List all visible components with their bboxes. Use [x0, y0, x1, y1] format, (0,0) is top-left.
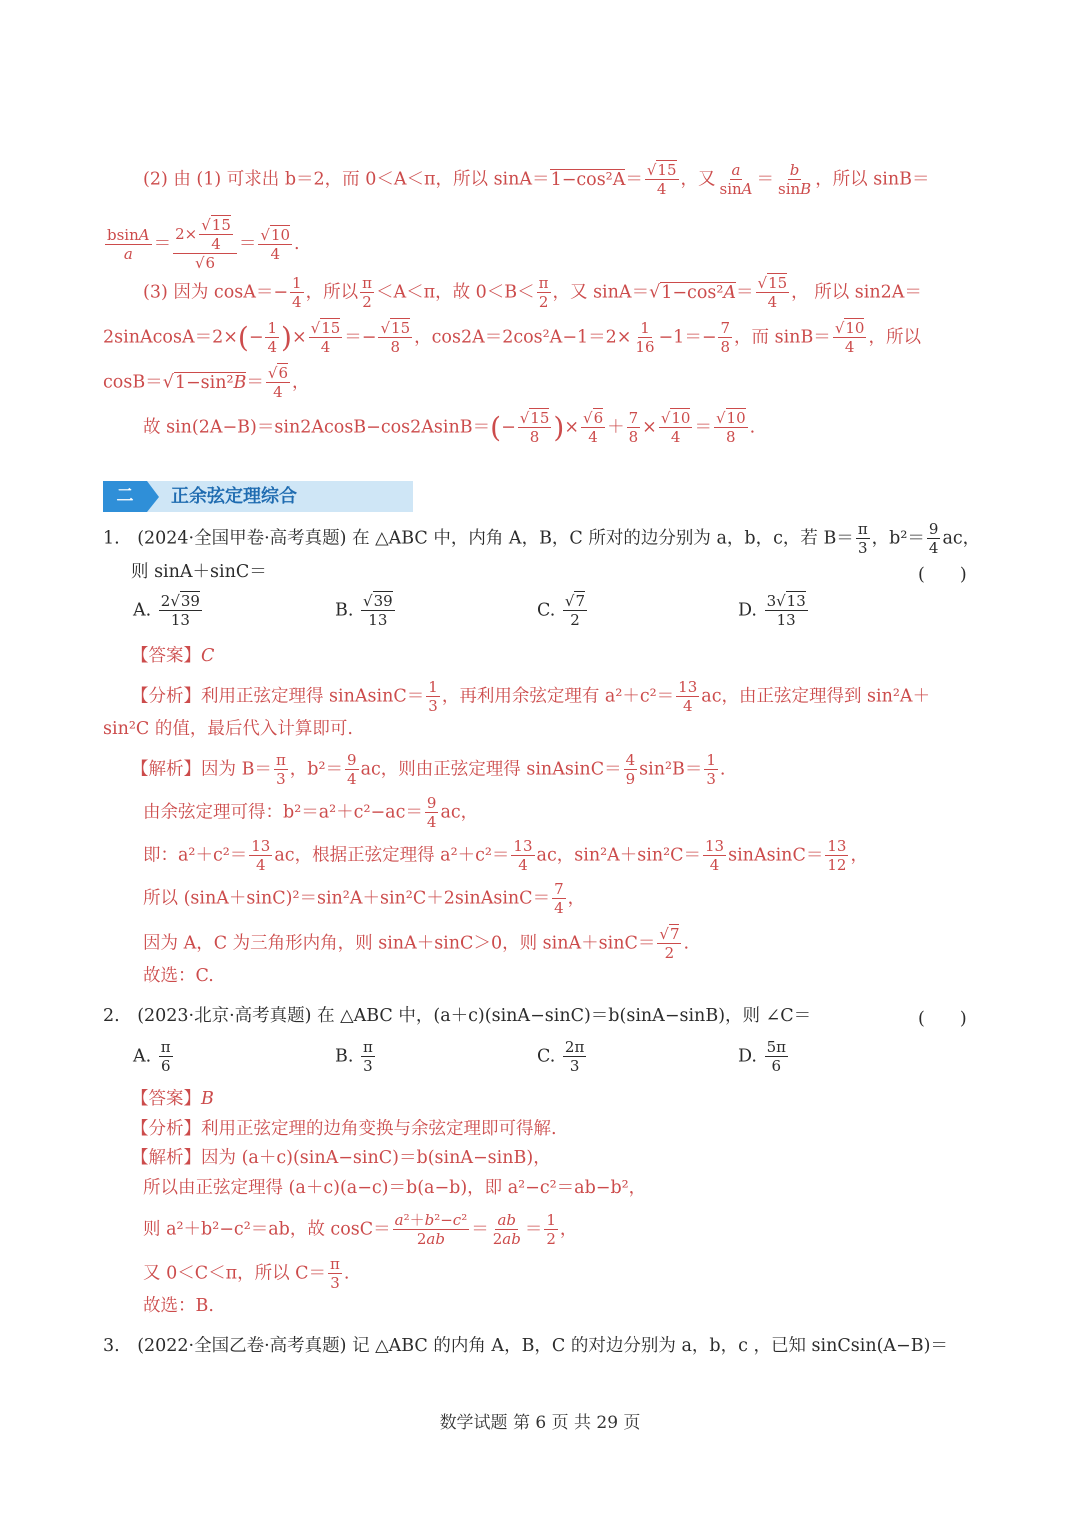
fraction: $\frac{ab}{2ab}$ — [492, 1211, 521, 1248]
fraction: $\frac{√15}{4}$ — [646, 161, 677, 198]
q2-solution-1: 【解析】因为 (a＋c)(sinA−sinC)＝b(sinA−sinB)， — [131, 1148, 551, 1168]
fraction: $\frac{7}{8}$ — [720, 319, 731, 356]
fraction: $\frac{\pi}{2}$ — [362, 274, 372, 311]
q2-analysis: 【分析】利用正弦定理的边角变换与余弦定理即可得解. — [131, 1119, 557, 1139]
fraction: $\frac{1}{16}$ — [635, 319, 655, 356]
fraction: $\frac{\pi}{3}$ — [363, 1038, 373, 1075]
part2-line3: (3) 因为 cosA＝− $\frac{1}{4}$ ，所以 $\frac{\pi}{2}$ ＜A＜π，故 0＜B＜ $\frac{\pi}{2}$ ，又 sinA＝√1−cos²A＝ $\frac{√15}{4}$ ， 所以 sin2A＝ — [143, 274, 922, 311]
fraction: $\frac{7}{4}$ — [554, 880, 564, 917]
fraction: $\frac{1}{4}$ — [267, 319, 278, 356]
fraction: $\frac{1}{2}$ — [546, 1211, 556, 1248]
part2-line6: 故 sin(2A−B)＝sin2AcosB−cos2AsinB＝(− $\frac{√15}{8}$ )× $\frac{√6}{4}$ ＋ $\frac{7}{8}$ × $\frac{√10}{4}$ ＝ $\frac{√10}{8}$ . — [143, 409, 756, 446]
fraction: $\frac{\pi}{3}$ — [857, 520, 868, 557]
q1-stem: 1. (2024·全国甲卷·高考真题) 在 △ABC 中，内角 A，B，C 所对的边分别为 a，b，c，若 B＝ $\frac{\pi}{3}$ ，b²＝ $\frac{9}{4}$ ac， — [103, 520, 981, 557]
section-arrow-icon — [147, 481, 159, 512]
fraction: $\frac{13}{4}$ — [705, 837, 725, 874]
fraction: $\frac{1}{3}$ — [706, 751, 716, 788]
fraction: $\frac{√15}{4}$ — [757, 274, 788, 311]
fraction: $\frac{bsinA}{a}$ — [107, 225, 150, 263]
q1-answer: 【答案】C — [131, 646, 215, 666]
fraction: $\frac{7}{8}$ — [628, 409, 639, 446]
fraction: $\frac{\pi}{3}$ — [330, 1255, 340, 1292]
q2-stem: 2. (2023·北京·高考真题) 在 △ABC 中，(a＋c)(sinA−sinC)＝b(sinA−sinB)，则 ∠C＝ — [103, 1006, 812, 1026]
fraction: $\frac{4}{9}$ — [625, 751, 636, 788]
q2-solution-3: 则 a²＋b²−c²＝ab，故 cosC＝ $\frac{\text{a²＋b²−c²}}{2ab}$ ＝ $\frac{ab}{2ab}$ ＝ $\frac{1}{2}$ ， — [143, 1211, 578, 1248]
q1-option-b[interactable]: B. $\frac{√39}{13}$ — [335, 592, 393, 629]
q1-stem-2: 则 sinA＋sinC＝ — [131, 562, 267, 582]
q2-answer: 【答案】B — [131, 1089, 214, 1109]
fraction: $\frac{3√13}{13}$ — [766, 592, 806, 629]
fraction: $\frac{√10}{4}$ — [834, 319, 865, 356]
fraction: $\frac{1}{4}$ — [292, 274, 302, 311]
q1-option-c[interactable]: C. $\frac{√7}{2}$ — [537, 592, 586, 629]
fraction: $\frac{√7}{2}$ — [659, 925, 680, 962]
fraction: $\frac{2\pi}{3}$ — [564, 1038, 585, 1075]
fraction: $\frac{1}{3}$ — [428, 678, 438, 715]
fraction: $\frac{13}{4}$ — [251, 837, 271, 874]
q3-stem: 3. (2022·全国乙卷·高考真题) 记 △ABC 的内角 A，B，C 的对边分别为 a，b，c ，已知 sinCsin(A−B)＝ — [103, 1336, 948, 1356]
q2-option-b[interactable]: B. $\frac{\pi}{3}$ — [335, 1038, 373, 1075]
fraction: $\frac{13}{12}$ — [827, 837, 847, 874]
q1-option-d[interactable]: D. $\frac{3√13}{13}$ — [738, 592, 806, 629]
fraction: $\frac{9}{4}$ — [347, 751, 357, 788]
fraction: $\frac{5\pi}{6}$ — [766, 1038, 786, 1075]
q2-option-a[interactable]: A. $\frac{\pi}{6}$ — [133, 1038, 171, 1075]
fraction: $\frac{√39}{13}$ — [363, 592, 393, 629]
q2-option-d[interactable]: D. $\frac{5\pi}{6}$ — [738, 1038, 786, 1075]
fraction: $\frac{√15}{8}$ — [519, 409, 550, 446]
fraction: $\frac{√10}{4}$ — [260, 225, 291, 263]
q1-solution-1: 【解析】因为 B＝ $\frac{\pi}{3}$ ，b²＝ $\frac{9}{4}$ ac，则由正弦定理得 sinAsinC＝ $\frac{4}{9}$ sin²B＝ $\frac{1}{3}$ . — [131, 751, 726, 788]
fraction: $\frac{√6}{4}$ — [267, 364, 288, 401]
q2-solution-2: 所以由正弦定理得 (a＋c)(a−c)＝b(a−b)，即 a²−c²＝ab−b²， — [143, 1178, 647, 1198]
fraction: $\frac{9}{4}$ — [928, 520, 939, 557]
section-number: 二 — [103, 481, 147, 512]
fraction: $\frac{\text{a²＋b²−c²}}{2ab}$ — [394, 1211, 468, 1248]
fraction: $\frac{\pi}{3}$ — [275, 751, 286, 788]
fraction: $\frac{\pi}{2}$ — [538, 274, 549, 311]
section-header — [103, 481, 413, 512]
fraction: $\frac{√15}{8}$ — [380, 319, 411, 356]
fraction: $\frac{9}{4}$ — [426, 794, 437, 831]
q1-solution-2: 由余弦定理可得：b²＝a²＋c²−ac＝ $\frac{9}{4}$ ac， — [143, 794, 479, 831]
q2-answer-blank: ( ) — [918, 1009, 967, 1029]
fraction: $\frac{√7}{2}$ — [564, 592, 586, 629]
fraction: $\frac{√15}{4}$ — [310, 319, 341, 356]
q1-solution-6: 故选：C. — [143, 966, 214, 986]
q2-solution-5: 故选：B. — [143, 1296, 214, 1316]
fraction: 2× $\frac{√15}{4}$ √6 — [173, 218, 237, 271]
part2-line2: $\frac{bsinA}{a}$ ＝ 2× $\frac{√15}{4}$ √6 ＝ $\frac{√10}{4}$ . — [107, 216, 300, 272]
fraction: $\frac{\pi}{6}$ — [160, 1038, 171, 1075]
fraction: $\frac{13}{4}$ — [678, 678, 698, 715]
q1-answer-blank: ( ) — [918, 565, 967, 585]
q2-solution-4: 又 0＜C＜π，所以 C＝ $\frac{\pi}{3}$ . — [143, 1255, 350, 1292]
fraction: $\frac{√10}{8}$ — [715, 409, 746, 446]
fraction: $\frac{√6}{4}$ — [583, 409, 604, 446]
fraction: $\frac{a}{\sin A}$ — [719, 161, 753, 198]
q2-option-c[interactable]: C. $\frac{2\pi}{3}$ — [537, 1038, 585, 1075]
part2-line5: cosB＝√1−sin²B＝ $\frac{√6}{4}$ ， — [103, 364, 310, 401]
q1-analysis-2: sin²C 的值，最后代入计算即可. — [103, 719, 353, 739]
part2-line1: (2) 由 (1) 可求出 b＝2，而 0＜A＜π，所以 sinA＝1−cos²A＝ $\frac{√15}{4}$ ，又 $\frac{a}{\sin A}$ ＝ $\frac{b}{\sin B}$ ，所以 sinB＝ — [143, 161, 930, 198]
page-footer: 数学试题 第 6 页 共 29 页 — [439, 1413, 641, 1433]
q1-analysis: 【分析】利用正弦定理得 sinAsinC＝ $\frac{1}{3}$ ，再利用余弦定理有 a²＋c²＝ $\frac{13}{4}$ ac，由正弦定理得到 sin²A＋ — [131, 678, 931, 715]
q1-option-a[interactable]: A. $\frac{2√39}{13}$ — [133, 592, 200, 629]
fraction: $\frac{2√39}{13}$ — [160, 592, 200, 629]
part2-line4: 2sinAcosA＝2×(− $\frac{1}{4}$ )× $\frac{√15}{4}$ ＝− $\frac{√15}{8}$ ，cos2A＝2cos²A−1＝2× $\frac{1}{16}$ −1＝− $\frac{7}{8}$ ，而 sinB＝ $\frac{√10}{4}$ ，所以 — [103, 319, 921, 356]
section-title: 正余弦定理综合 — [171, 486, 297, 507]
fraction: $\frac{√10}{4}$ — [660, 409, 691, 446]
q1-solution-4: 所以 (sinA＋sinC)²＝sin²A＋sin²C＋2sinAsinC＝ $\frac{7}{4}$ ， — [143, 880, 586, 917]
fraction: $\frac{b}{\sin B}$ — [778, 161, 812, 198]
fraction: $\frac{13}{4}$ — [513, 837, 533, 874]
q1-solution-3: 即：a²＋c²＝ $\frac{13}{4}$ ac，根据正弦定理得 a²＋c²＝ $\frac{13}{4}$ ac，sin²A＋sin²C＝ $\frac{13}{4}$ sinAsinC＝ $\frac{13}{12}$ ， — [143, 837, 868, 874]
q1-solution-5: 因为 A，C 为三角形内角，则 sinA＋sinC＞0，则 sinA＋sinC＝ $\frac{√7}{2}$ . — [143, 925, 690, 962]
